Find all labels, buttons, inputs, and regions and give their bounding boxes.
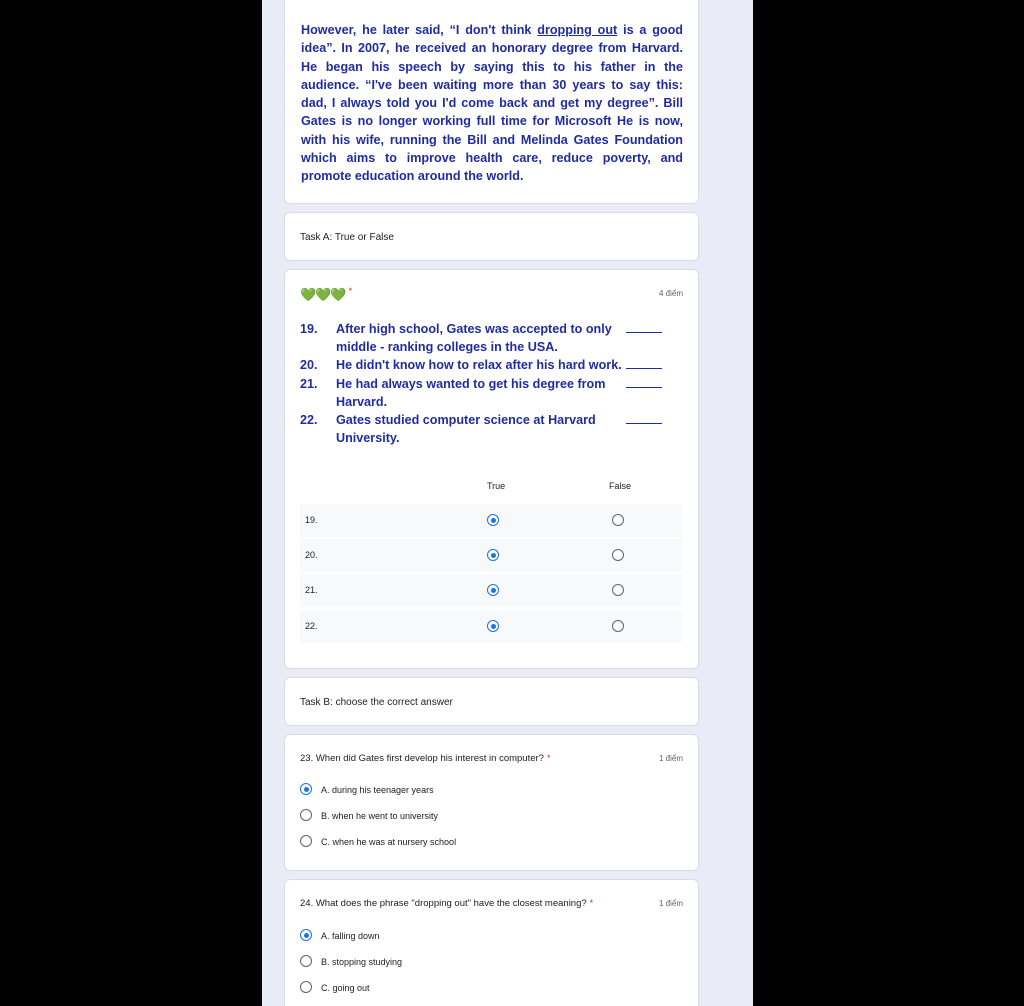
radio-true[interactable]	[487, 584, 499, 596]
green-hearts-icon: 💚💚💚	[300, 287, 346, 302]
answer-blank	[626, 387, 662, 388]
radio-button[interactable]	[300, 783, 312, 795]
answer-blank	[626, 423, 662, 424]
form-page	[262, 0, 753, 1006]
answer-blank	[626, 368, 662, 369]
grid-row: 21.	[300, 574, 682, 607]
radio-true[interactable]	[487, 620, 499, 632]
radio-true[interactable]	[487, 514, 499, 526]
question-title: 24. What does the phrase "dropping out" have the closest meaning? *	[300, 898, 594, 909]
radio-button[interactable]	[300, 955, 312, 967]
statement-item: 22. Gates studied computer science at Harvard University.	[300, 411, 660, 447]
column-header-false: False	[609, 481, 632, 491]
grid-row: 20.	[300, 539, 682, 572]
radio-button[interactable]	[300, 929, 312, 941]
radio-button[interactable]	[300, 835, 312, 847]
true-false-question-card	[285, 270, 698, 668]
statement-item: 20. He didn't know how to relax after his hard work.	[300, 356, 660, 374]
statement-item: 19. After high school, Gates was accepted to only middle - ranking colleges in the USA.	[300, 320, 660, 356]
passage-text: However, he later said, “I don't think dropping out is a good idea”. In 2007, he received an honorary degree from Harvard. He began his speech by saying this to his father in the audience. “I've been waiting more than 30 years to say this: dad, I always told you I'd come back and get my degree”. Bill Gates is no longer working full time for Microsoft He is now, with his wife, running the Bill and Melinda Gates Foundation which aims to improve health care, reduce poverty, and promote education around the world.	[301, 23, 684, 184]
required-asterisk: *	[348, 286, 353, 296]
task-a-section	[285, 213, 698, 260]
radio-false[interactable]	[612, 514, 624, 526]
column-header-true: True	[487, 481, 506, 491]
answer-blank	[626, 332, 662, 333]
points-label: 1 điểm	[658, 899, 683, 908]
grid-row: 22.	[300, 610, 682, 643]
passage-card	[285, 0, 698, 203]
question-23-card: 23. When did Gates first develop his interest in computer? * 1 điểm A. during his teenager years B. when he went to university C. when he was at nursery school	[285, 735, 698, 870]
task-a-label: Task A: True or False	[300, 232, 394, 243]
radio-false[interactable]	[612, 620, 624, 632]
question-24-card: 24. What does the phrase "dropping out" have the closest meaning? * 1 điểm A. falling down B. stopping studying C. going out	[285, 880, 698, 1006]
radio-true[interactable]	[487, 549, 499, 561]
statement-list	[300, 320, 660, 447]
task-b-label: Task B: choose the correct answer	[300, 697, 453, 708]
statement-item: 21. He had always wanted to get his degree from Harvard.	[300, 375, 660, 411]
radio-false[interactable]	[612, 584, 624, 596]
radio-false[interactable]	[612, 549, 624, 561]
radio-button[interactable]	[300, 981, 312, 993]
dropping-out-phrase: dropping out	[537, 23, 618, 37]
points-label: 1 điểm	[658, 754, 683, 763]
points-label: 4 điểm	[658, 289, 683, 298]
radio-button[interactable]	[300, 809, 312, 821]
grid-row: 19.	[300, 504, 682, 537]
question-title: 23. When did Gates first develop his interest in computer? *	[300, 753, 551, 764]
task-b-section	[285, 678, 698, 725]
